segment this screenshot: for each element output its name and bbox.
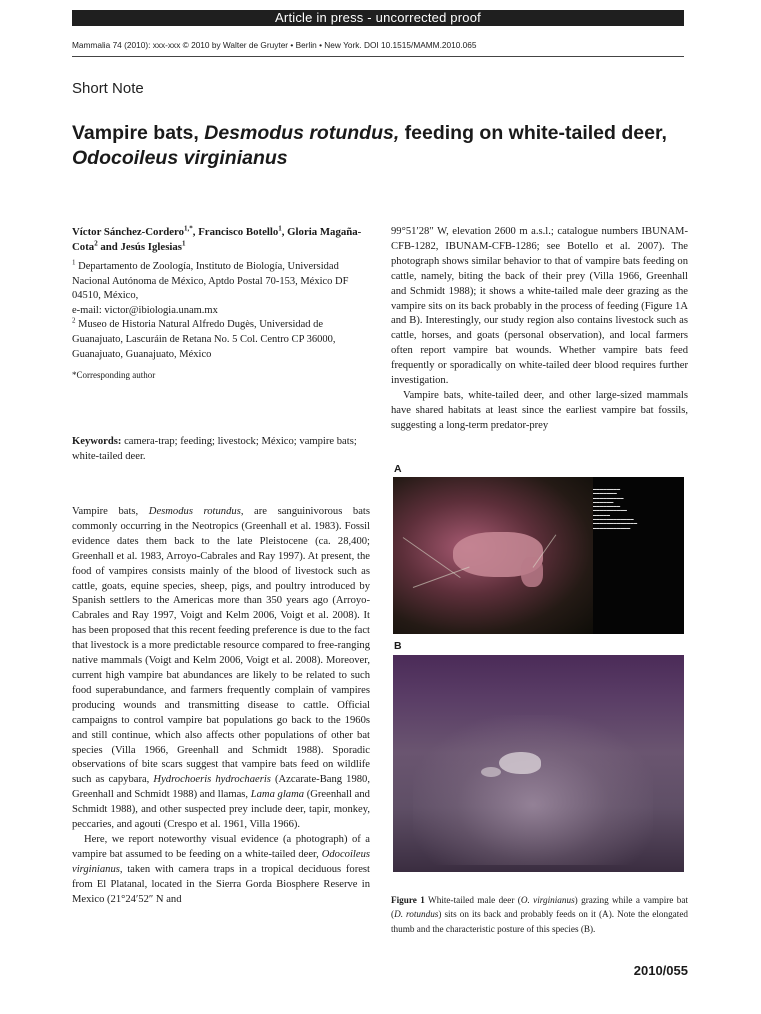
body-text-left-column [72, 505, 370, 907]
body-paragraph: Vampire bats, Desmodus rotundus, are sanguinivorous bats commonly occurring in the Neotropics (Greenhall et al. 1983). Fossil evidence dates them back to the late Pleistocene (ca. 28,400; Greenhall et al. 1983, Arroyo-Cabrales and Ray 1997). At present, the food of vampires consists mainly of the blood of livestock such as cattle, goats, equine species, sheep, pigs, and poultry introduced by Spanish settlers to the Americas more than 350 years ago (Arroyo-Cabrales and Ray 1997, Voigt and Kelm 2006, Voigt et al. 2008). It has been proposed that this recent feeding preference is due to the fact that livestock is a more predictable resource compared to free-ranging native mammals (Voigt and Kelm 2006, Voigt et al. 2008). Moreover, current high vampire bat abundances are likely to be related to such food superabundance, and farmers frequently complain of vampires producing wounds and transmitting disease to cattle. Official campaigns to control vampire bat populations go back to the 1960s and still continue, which also affects other populations of other bat species (Villa 1966, Greenhall and Schmidt 1988). Sporadic observations of bite scars suggest that vampire bats feed on wildlife such as capybara, Hydrochoeris hydrochaeris (Azcarate-Bang 1980, Greenhall and Schmidt 1988) and llamas, Lama glama (Greenhall and Schmidt 1988), and other suspected prey include deer, tapir, monkey, peccaries, and agouti (Crespo et al. 1961, Villa 1966). [72, 506, 370, 831]
proof-banner: Article in press - uncorrected proof [72, 10, 684, 26]
photo-a-camera-data-stamp: ▬▬▬▬▬▬▬▬ ▬▬▬▬▬▬▬ ▬▬▬▬▬▬▬▬▬ ▬▬▬▬▬▬ ▬▬▬▬▬▬▬▬ ▬▬▬▬▬▬▬▬▬▬ ▬▬▬▬▬ ▬▬▬▬▬▬▬▬▬▬▬▬ ▬▬▬▬▬▬▬▬▬▬▬▬▬ ▬▬▬▬▬▬▬▬▬▬▬ [593, 487, 638, 530]
author-email[interactable]: e-mail: victor@ibiologia.unam.mx [72, 304, 218, 316]
figure-panel-b-label: B [394, 640, 402, 652]
photo-a-deer-head [521, 557, 543, 587]
photo-b-flash-glow [413, 715, 653, 865]
article-title: Vampire bats, Desmodus rotundus, feeding on white-tailed deer, Odocoileus virginianus [72, 122, 667, 169]
figure-photo-b-vampire-bat-closeup [393, 655, 684, 872]
body-paragraph: 99°51′28″ W, elevation 2600 m a.s.l.; catalogue numbers IBUNAM-CFB-1282, IBUNAM-CFB-1286; see Botello et al. 2007). The photograph shows similar behavior to that of vampire bats feeding on cattle, namely, biting the back of their prey (Villa 1966, Greenhall and Schmidt 1988); it shows a white-tailed male deer grazing as the vampire sits on its back probably in the process of feeding (Figure 1A and B). Interestingly, our study region also contains livestock such as cattle, horses, and goats (personal observation), and local farmers often report vampire bat wounds. Whether vampire bats feed frequently or sporadically on white-tailed deer blood requires further investigation. [391, 226, 688, 387]
affiliations [72, 260, 370, 362]
author-list: Víctor Sánchez-Cordero$^{1,*}$, Francisco Botello$^1$, Gloria Magaña-Cota$^2$ and Jesús Iglesias$^1$ [72, 224, 362, 253]
page-number: 2010/055 [633, 963, 688, 978]
journal-citation-line: Mammalia 74 (2010): xxx-xxx © 2010 by Walter de Gruyter • Berlin • New York. DOI 10.1515/MAMM.2010.065 [72, 40, 477, 50]
header-rule [72, 56, 684, 57]
photo-b-bat-wing [481, 767, 501, 777]
figure-caption: Figure 1 White-tailed male deer (O. virginianus) grazing while a vampire bat (D. rotundus) sits on its back and probably feeds on it (A). Note the elongated thumb and the characteristic posture of this species (B). [391, 895, 688, 934]
figure-panel-a-label: A [394, 463, 402, 475]
body-paragraph: Vampire bats, white-tailed deer, and other large-sized mammals have shared habitats at least since the earliest vampire bat fossils, suggesting a long-term predator-prey [391, 389, 688, 431]
affiliation-1: $^1$ Departamento de Zoología, Instituto de Biología, Universidad Nacional Autónoma de México, Aptdo Postal 70-153, México DF 04510, México, [72, 258, 349, 302]
body-paragraph: Here, we report noteworthy visual evidence (a photograph) of a vampire bat assumed to be feeding on a white-tailed deer, Odocoileus virginianus, taken with camera traps in a tropical deciduous forest from El Platanal, located in the Sierra Gorda Biosphere Reserve in Mexico (21°24′52″ N and [72, 833, 370, 905]
affiliation-2: $^2$ Museo de Historia Natural Alfredo Dugès, Universidad de Guanajuato, Lascuráin de Retana No. 5 Col. Centro CP 36000, Guanajuato, Guanajuato, México [72, 316, 336, 360]
keywords: Keywords: camera-trap; feeding; livestock; México; vampire bats; white-tailed deer. [72, 436, 357, 462]
figure-photo-a-deer-with-vampire-bat [393, 477, 684, 634]
section-label: Short Note [72, 80, 144, 97]
body-text-right-column [391, 225, 688, 434]
photo-b-bat-body [499, 752, 541, 774]
corresponding-author-note: *Corresponding author [72, 370, 156, 380]
